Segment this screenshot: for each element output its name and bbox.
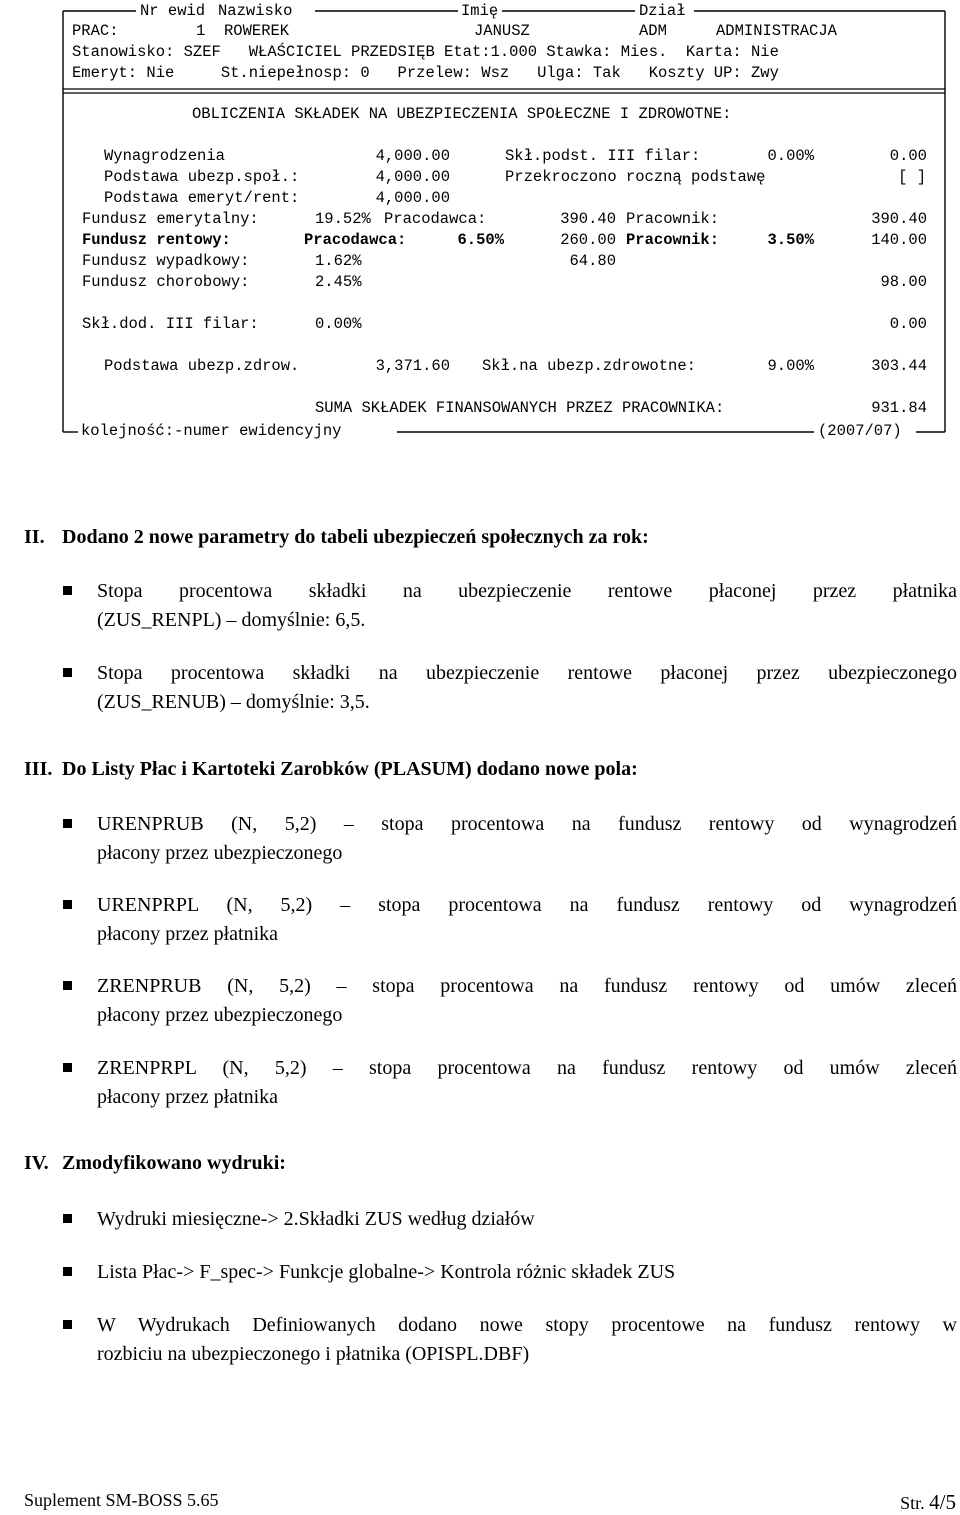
prac-label: PRAC: [72,22,119,40]
bullet-icon [63,1214,72,1223]
suma-value: 931.84 [871,399,927,417]
section-3-number: III. [24,758,53,780]
podstawa-spol-label: Podstawa ubezp.społ.: [104,168,300,186]
skl-dod-pct: 0.00% [315,315,362,333]
prac-nr: 1 [196,22,206,40]
bullet-icon [63,668,72,677]
bullet-icon [63,1267,72,1276]
skl-zdrow-pct: 9.00% [767,357,814,375]
skl-zdrow-value: 303.44 [871,357,927,375]
rentowy-pracownik-label: Pracownik: [626,231,720,249]
list-item: ZRENPRPL (N, 5,2) – stopa procentowa na fundusz rentowy od umów zleceń płacony przez płatnika [97,1057,957,1108]
chorobowy-label: Fundusz chorobowy: [82,273,250,291]
rentowy-pracodawca: 260.00 [560,231,616,249]
rentowy-pracownik: 140.00 [871,231,927,249]
header-nr-ewid: Nr ewid [140,2,206,20]
section-2-heading: Dodano 2 nowe parametry do tabeli ubezpieczeń społecznych za rok: [62,526,649,548]
rentowy-pracodawca-label: Pracodawca: [304,231,407,249]
emerytalny-pct: 19.52% [315,210,371,228]
wypadkowy-label: Fundusz wypadkowy: [82,252,250,270]
chorobowy-pct: 2.45% [315,273,362,291]
header-nazwisko: Nazwisko [218,2,293,20]
skl-podst-value: 0.00 [889,147,927,165]
screen-title: OBLICZENIA SKŁADEK NA UBEZPIECZENIA SPOŁECZNE I ZDROWOTNE: [192,105,732,123]
sort-order-label: kolejność:-numer ewidencyjny [81,422,342,440]
prac-dzial-kod: ADM [639,22,667,40]
list-item: Stopa procentowa składki na ubezpieczenie rentowe płaconej przez ubezpieczonego (ZUS_RENUB) – domyślnie: 3,5. [97,662,957,713]
chorobowy-value: 98.00 [880,273,927,291]
bullet-icon [63,819,72,828]
podstawa-zdrow-value: 3,371.60 [375,357,450,375]
skl-zdrow-label: Skł.na ubezp.zdrowotne: [482,357,696,375]
list-item: Wydruki miesięczne-> 2.Składki ZUS według działów [97,1208,535,1230]
section-2-number: II. [24,526,45,548]
emerytalny-pracownik-label: Pracownik: [626,210,720,228]
period-label: (2007/07) [818,422,902,440]
emerytalny-pracownik: 390.40 [871,210,927,228]
przekroczono-checkbox: [ ] [898,168,926,186]
bullet-icon [63,1063,72,1072]
emerytalny-pracodawca: 390.40 [560,210,616,228]
prac-nazwisko: ROWEREK [224,22,290,40]
list-item: URENPRUB (N, 5,2) – stopa procentowa na fundusz rentowy od wynagrodzeń płacony przez ubezpieczonego [97,813,957,864]
emerytalny-label: Fundusz emerytalny: [82,210,259,228]
skl-podst-pct: 0.00% [767,147,814,165]
podstawa-spol-value: 4,000.00 [375,168,450,186]
bullet-icon [63,1320,72,1329]
section-3-heading: Do Listy Płac i Kartoteki Zarobków (PLASUM) dodano nowe pola: [62,758,638,780]
list-item: ZRENPRUB (N, 5,2) – stopa procentowa na fundusz rentowy od umów zleceń płacony przez ubezpieczonego [97,975,957,1026]
list-item: W Wydrukach Definiowanych dodano nowe stopy procentowe na fundusz rentowy w rozbiciu na ubezpieczonego i płatnika (OPISPL.DBF) [97,1314,957,1365]
payroll-screen [62,0,946,441]
header-imie: Imię [461,2,499,20]
rentowy-pracownik-pct: 3.50% [767,231,814,249]
page-number: Str. 4/5 [900,1490,956,1514]
stanowisko-row: Stanowisko: SZEF WŁAŚCICIEL PRZEDSIĘB Etat:1.000 Stawka: Mies. Karta: Nie [72,43,779,61]
list-item: Lista Płac-> F_spec-> Funkcje globalne-> Kontrola różnic składek ZUS [97,1261,676,1283]
przekroczono-label: Przekroczono roczną podstawę [505,168,766,186]
skl-dod-label: Skł.dod. III filar: [82,315,259,333]
prac-dzial: ADMINISTRACJA [716,22,837,40]
podstawa-emeryt-value: 4,000.00 [375,189,450,207]
suma-label: SUMA SKŁADEK FINANSOWANYCH PRZEZ PRACOWNIKA: [315,399,725,417]
emeryt-row: Emeryt: Nie St.niepełnosp: 0 Przelew: Wsz Ulga: Tak Koszty UP: Zwy [72,64,779,82]
wynagrodzenia-value: 4,000.00 [375,147,450,165]
podstawa-emeryt-label: Podstawa emeryt/rent: [104,189,300,207]
bullet-icon [63,981,72,990]
wypadkowy-value: 64.80 [569,252,616,270]
skl-podst-label: Skł.podst. III filar: [505,147,701,165]
emerytalny-pracodawca-label: Pracodawca: [384,210,487,228]
podstawa-zdrow-label: Podstawa ubezp.zdrow. [104,357,300,375]
header-dzial: Dział [639,2,686,20]
bullet-icon [63,586,72,595]
section-4-heading: Zmodyfikowano wydruki: [62,1152,286,1174]
list-item: URENPRPL (N, 5,2) – stopa procentowa na fundusz rentowy od wynagrodzeń płacony przez płatnika [97,894,957,945]
section-4-number: IV. [24,1152,49,1174]
prac-imie: JANUSZ [474,22,530,40]
wynagrodzenia-label: Wynagrodzenia [104,147,225,165]
footer-title: Suplement SM-BOSS 5.65 [24,1490,219,1510]
wypadkowy-pct: 1.62% [315,252,362,270]
skl-dod-value: 0.00 [889,315,927,333]
bullet-icon [63,900,72,909]
list-item: Stopa procentowa składki na ubezpieczenie rentowe płaconej przez płatnika (ZUS_RENPL) – domyślnie: 6,5. [97,580,957,631]
rentowy-label: Fundusz rentowy: [82,231,231,249]
rentowy-pracodawca-pct: 6.50% [457,231,504,249]
